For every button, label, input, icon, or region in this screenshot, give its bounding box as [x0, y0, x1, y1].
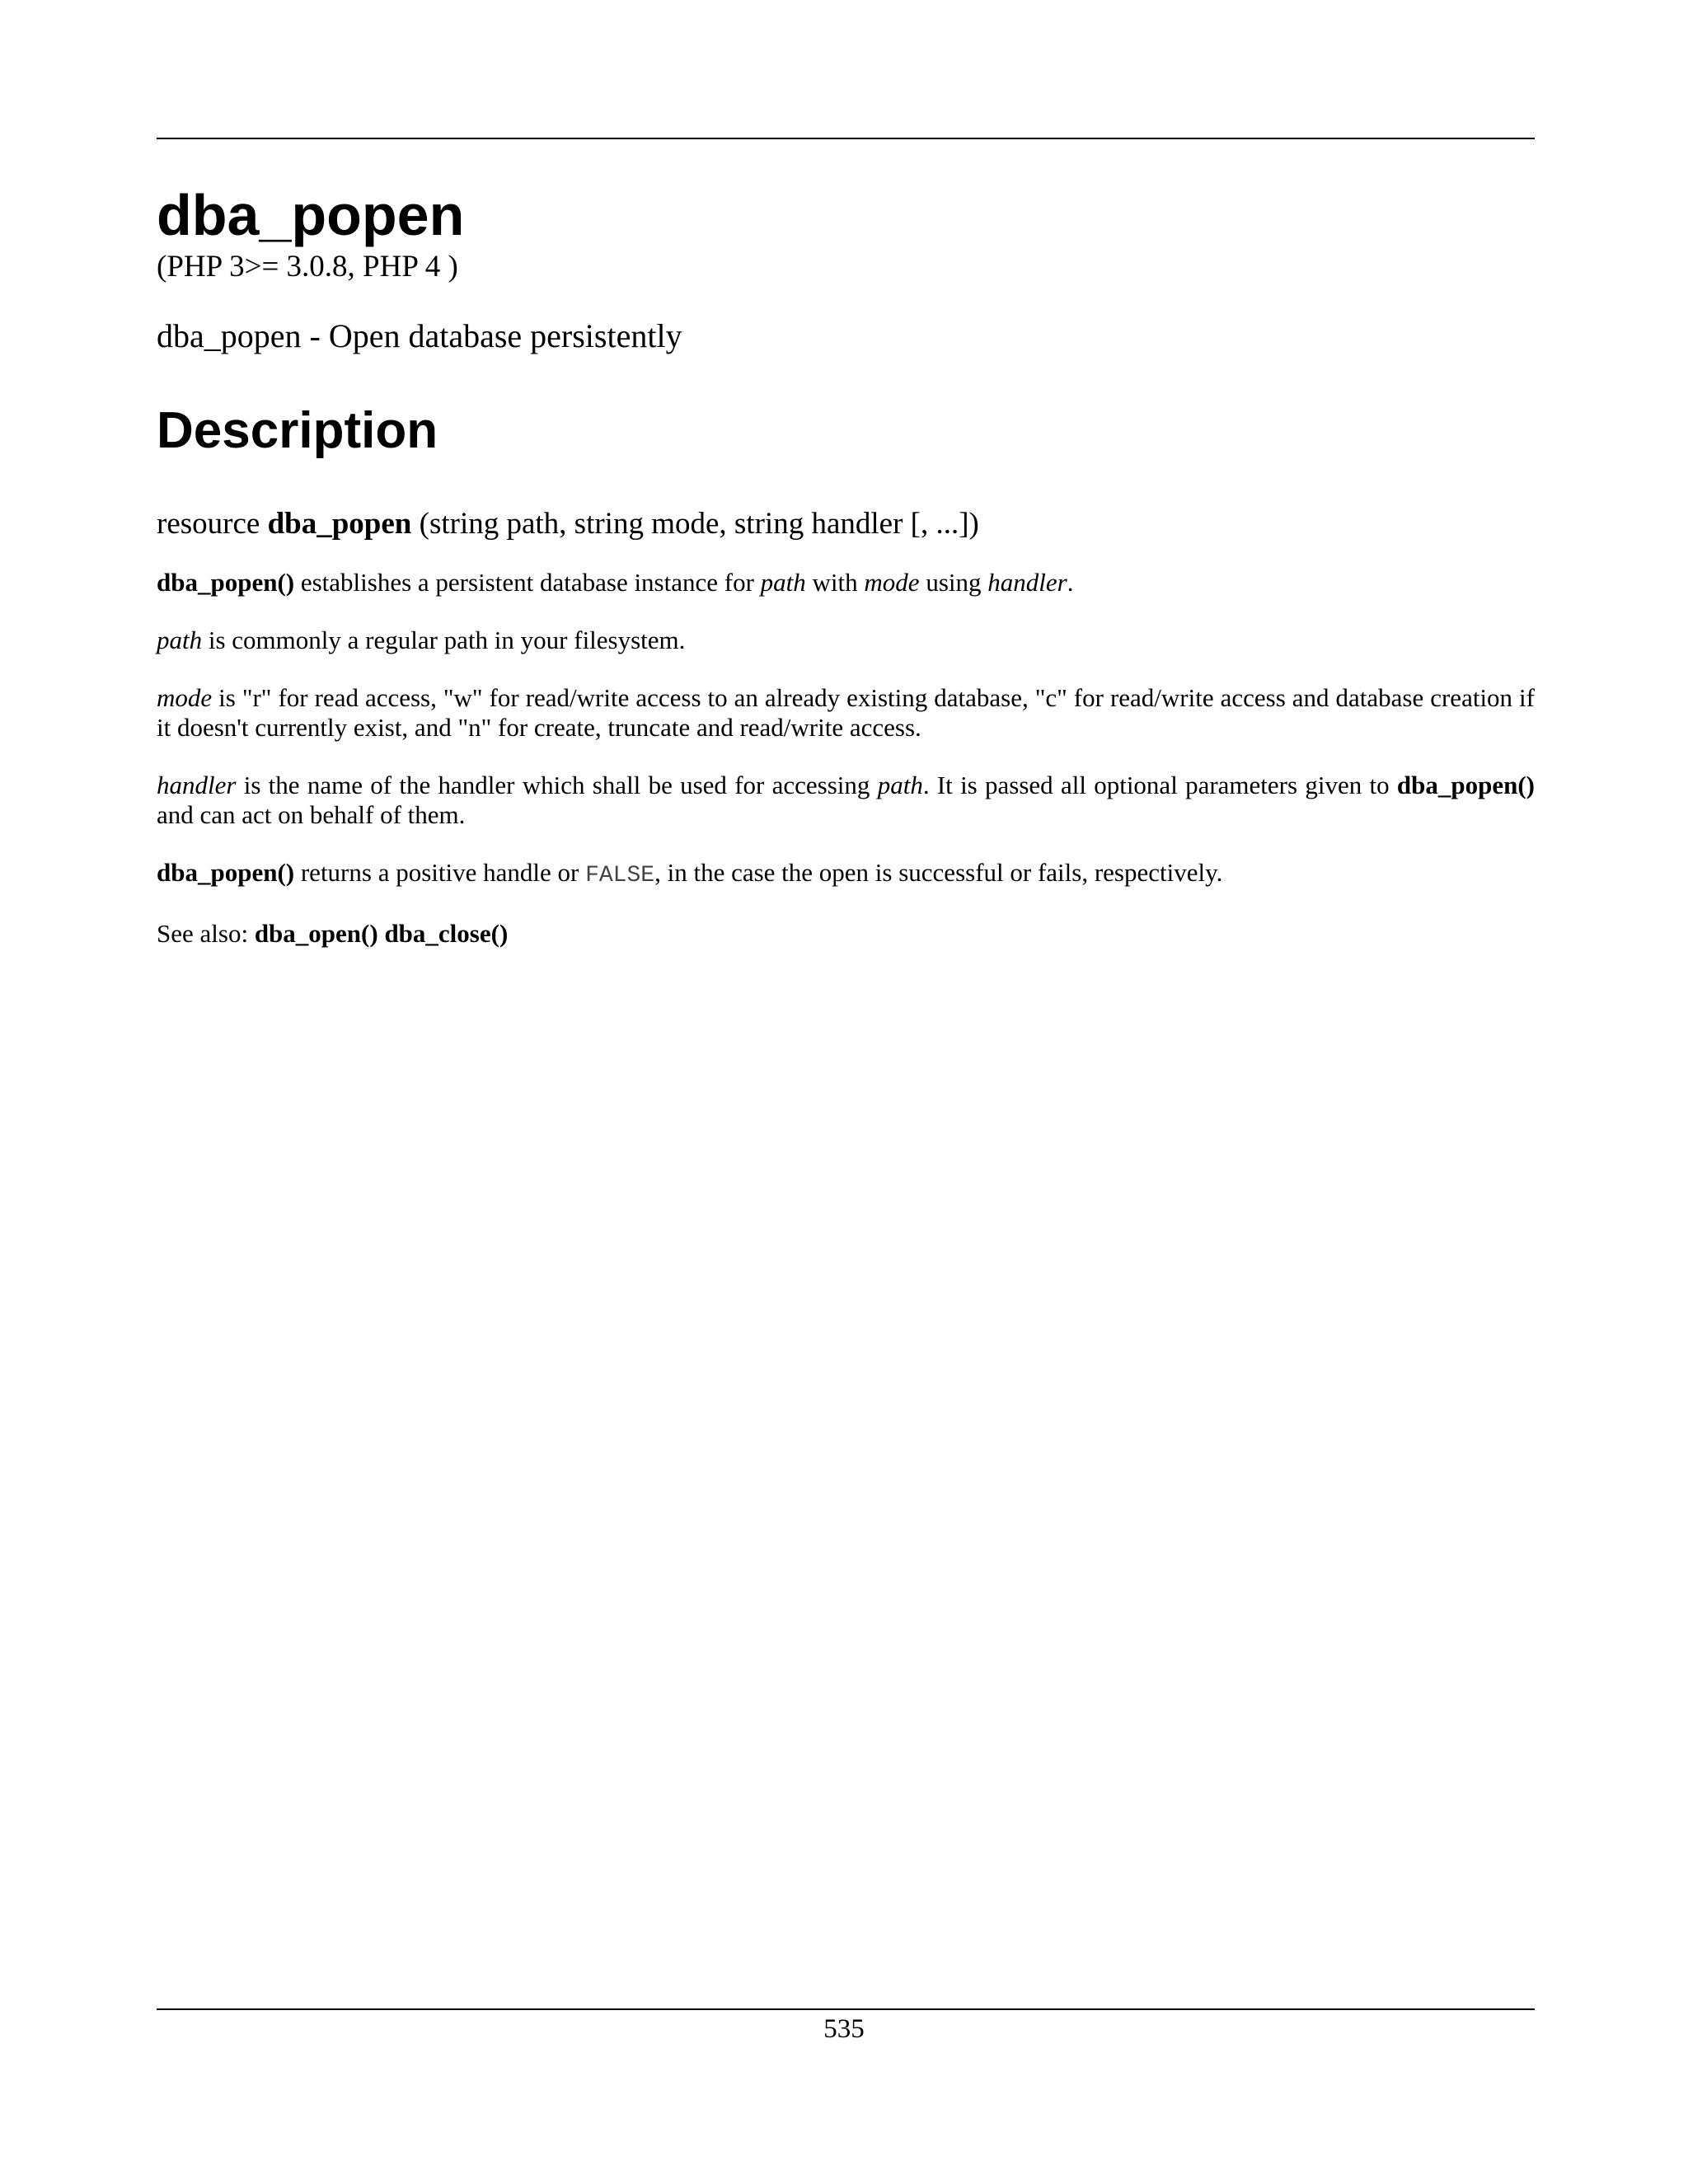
paragraph-overview [157, 568, 1535, 598]
see-also [157, 919, 1535, 949]
function-title: dba_popen [157, 183, 465, 247]
text: is the name of the handler which shall be used for accessing [236, 770, 878, 799]
synopsis-return-type: resource [157, 507, 260, 541]
text: establishes a persistent database instance for [294, 567, 761, 597]
param-ref-mode: mode [157, 682, 213, 712]
param-ref-path: path [877, 770, 923, 799]
function-purpose: dba_popen - Open database persistently [157, 317, 682, 355]
description-heading: Description [157, 402, 438, 460]
function-ref: dba_popen() [157, 567, 295, 597]
text: . It is passed all optional parameters given to [922, 770, 1397, 799]
paragraph-handler [157, 771, 1535, 830]
bottom-rule [157, 2008, 1535, 2010]
page-content [157, 183, 1535, 949]
paragraph-mode [157, 683, 1535, 743]
see-also-label: See also: [157, 918, 255, 948]
paragraph-path [157, 626, 1535, 655]
top-rule [157, 138, 1535, 139]
text: is "r" for read access, "w" for read/write access to an already existing database, "c" for read/write access and database creation if it doesn't currently exist, and "n" for create, truncate and read/write access. [157, 682, 1535, 742]
param-ref-handler: handler [157, 770, 237, 799]
text: . [1067, 567, 1074, 597]
text: and can act on behalf of them. [157, 799, 466, 829]
see-also-link-dba-open[interactable]: dba_open() [254, 918, 378, 948]
param-ref-mode: mode [864, 567, 920, 597]
text: is commonly a regular path in your filesystem. [202, 625, 686, 654]
param-ref-path: path [760, 567, 806, 597]
text: with [805, 567, 865, 597]
function-synopsis [157, 506, 1535, 542]
see-also-link-dba-close[interactable]: dba_close() [384, 918, 509, 948]
version-info: (PHP 3>= 3.0.8, PHP 4 ) [157, 250, 458, 284]
param-ref-handler: handler [987, 567, 1067, 597]
page-number: 535 [823, 2014, 865, 2044]
constant-false: FALSE [585, 862, 655, 888]
text: , in the case the open is successful or fails, respectively. [654, 857, 1223, 887]
synopsis-function-name: dba_popen [267, 507, 412, 541]
text: using [919, 567, 988, 597]
function-ref: dba_popen() [157, 857, 295, 887]
paragraph-return-value [157, 858, 1535, 891]
synopsis-params: (string path, string mode, string handler [, ...]) [419, 507, 979, 541]
function-ref: dba_popen() [1396, 770, 1535, 799]
param-ref-path: path [157, 625, 203, 654]
text: returns a positive handle or [294, 857, 586, 887]
